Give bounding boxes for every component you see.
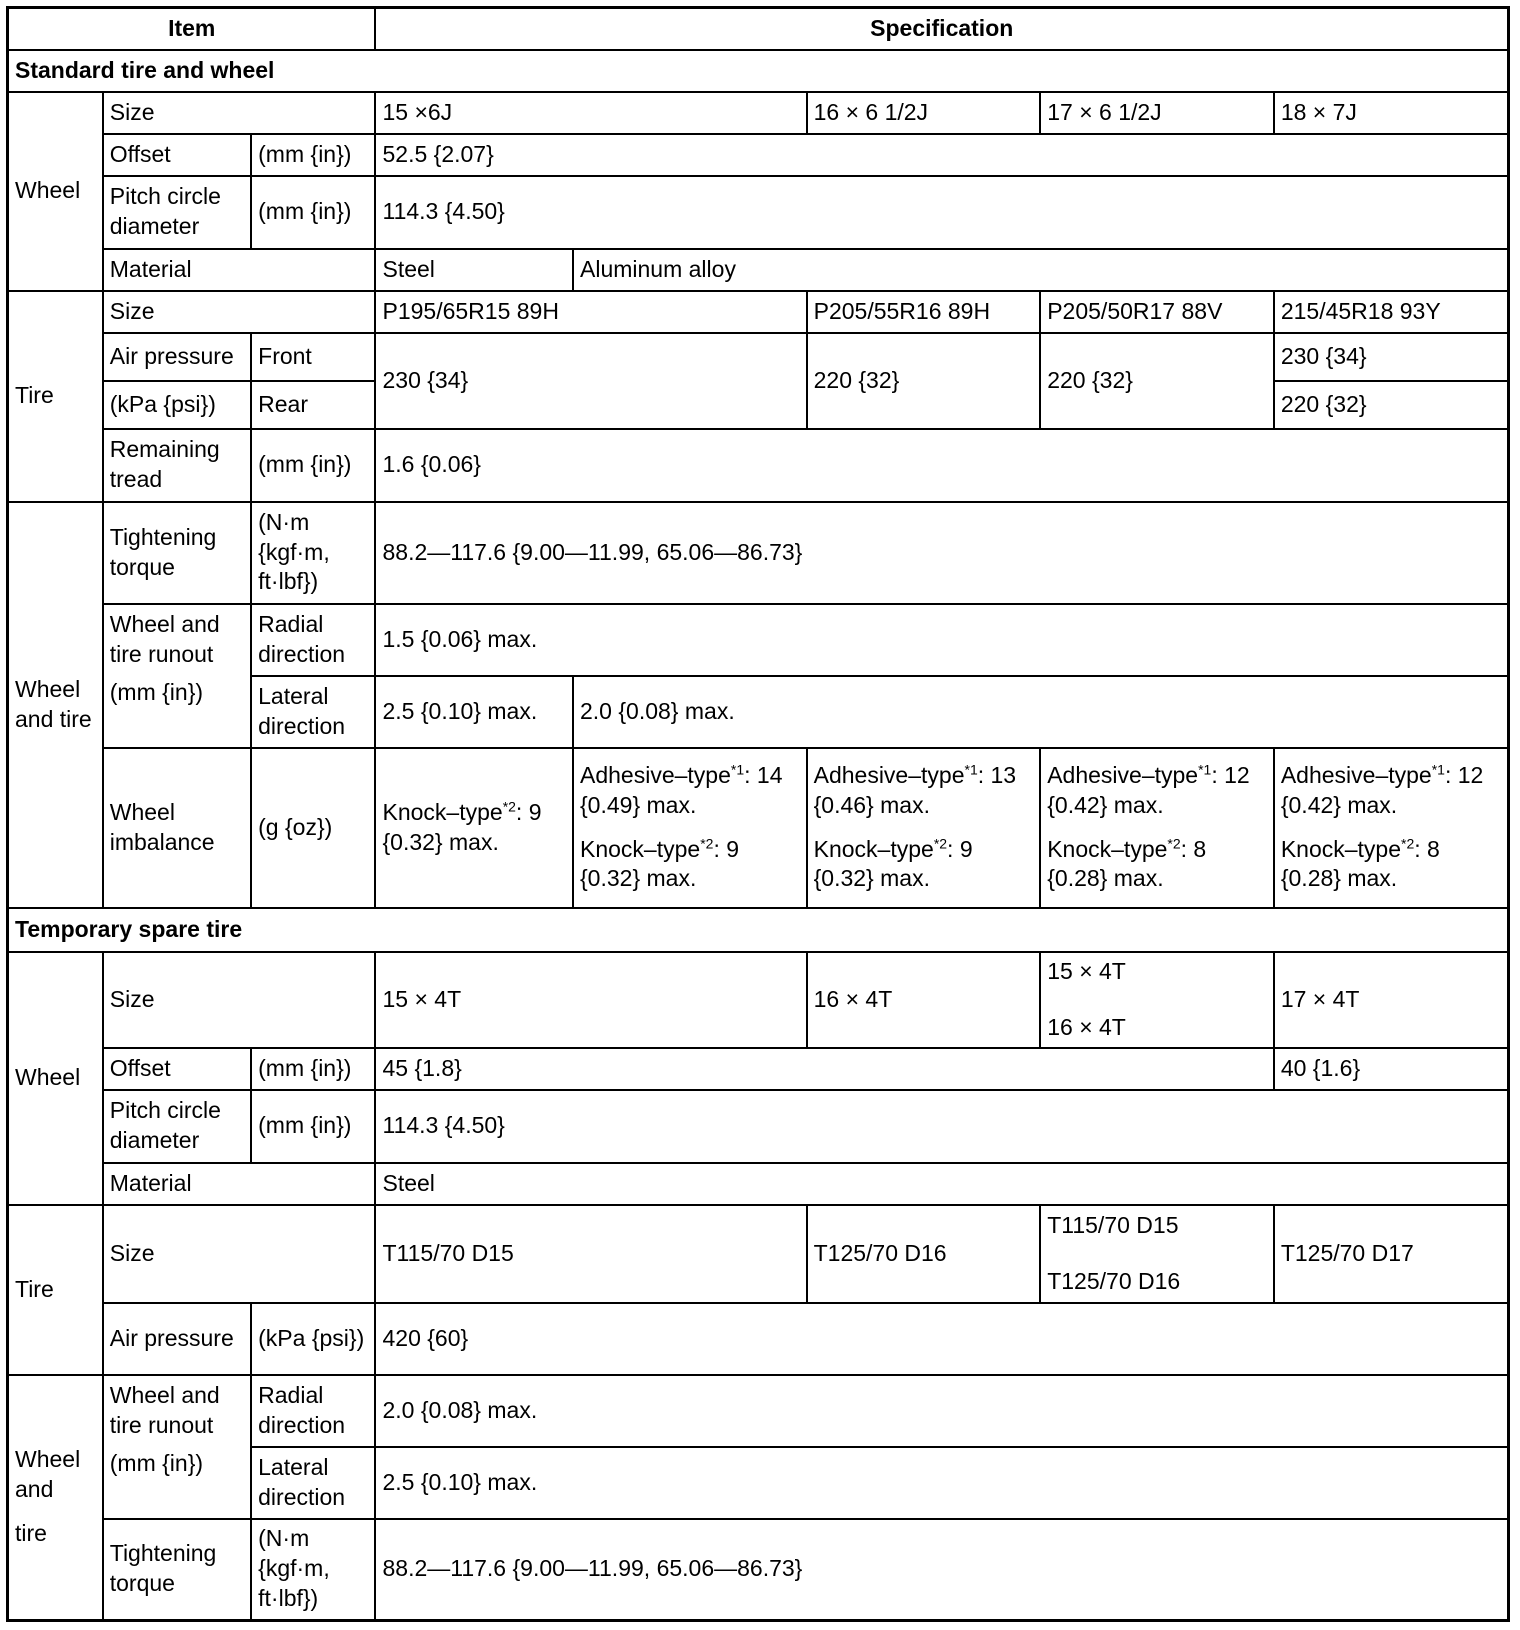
adh-value: : 12 {0.42} max.: [1047, 761, 1250, 818]
spec-table: [6, 6, 1510, 1622]
unit-label: (mm {in}): [251, 1090, 375, 1163]
spec-value-line: 15 × 4T: [1047, 957, 1126, 984]
spec-value: 2.5 {0.10} max.: [375, 676, 573, 748]
item-label: Size: [103, 1205, 376, 1303]
spec-value: Aluminum alloy: [573, 249, 1509, 291]
item-label: Wheel imbalance: [103, 748, 251, 908]
imbalance-cell: [1040, 748, 1274, 908]
knock-label: Knock–type: [1047, 835, 1168, 862]
spec-value: 16 × 6 1/2J: [807, 92, 1041, 134]
spec-value: 230 {34}: [1274, 333, 1509, 381]
table-row: [8, 1205, 1509, 1303]
header-item: Item: [8, 8, 376, 50]
spec-value: 2.0 {0.08} max.: [573, 676, 1509, 748]
group-label: Tire: [8, 291, 103, 502]
spec-value-line: T115/70 D15: [1047, 1211, 1179, 1238]
spec-value: 40 {1.6}: [1274, 1048, 1509, 1090]
table-row: [8, 92, 1509, 134]
section-title: Temporary spare tire: [8, 908, 1509, 952]
table-row: [8, 249, 1509, 291]
item-label: Material: [103, 1163, 376, 1205]
spec-value: 1.5 {0.06} max.: [375, 604, 1508, 676]
knock-label: Knock–type: [580, 835, 701, 862]
spec-value: P205/50R17 88V: [1040, 291, 1274, 333]
knock-value: : 9 {0.32} max.: [580, 835, 740, 892]
item-label: Material: [103, 249, 376, 291]
spec-value: 220 {32}: [1040, 333, 1274, 429]
knock-value: : 8 {0.28} max.: [1047, 835, 1207, 892]
imbalance-cell: [375, 748, 573, 908]
knock-note: *2: [502, 797, 516, 814]
spec-value: P195/65R15 89H: [375, 291, 806, 333]
spec-value: 17 × 6 1/2J: [1040, 92, 1274, 134]
item-label: (mm {in}): [103, 1447, 251, 1519]
unit-label: (mm {in}): [251, 429, 375, 502]
spec-value: Steel: [375, 249, 573, 291]
group-label-line: Wheel and: [15, 1446, 81, 1503]
table-row: [8, 748, 1509, 908]
unit-label: (N·m {kgf·m, ft·lbf}): [251, 502, 375, 604]
adh-label: Adhesive–type: [580, 761, 731, 788]
spec-value: 16 × 4T: [807, 952, 1041, 1048]
adh-note: *1: [964, 761, 978, 778]
group-label: Wheel and tire: [8, 502, 103, 908]
table-row: [8, 952, 1509, 1048]
group-label-line: tire: [15, 1520, 47, 1547]
adh-note: *1: [1431, 761, 1445, 778]
table-row: [8, 502, 1509, 604]
unit-label: Rear: [251, 381, 375, 429]
adh-note: *1: [1198, 761, 1212, 778]
spec-value: 230 {34}: [375, 333, 806, 429]
knock-note: *2: [933, 834, 948, 851]
table-row: [8, 333, 1509, 381]
table-row: [8, 1447, 1509, 1519]
item-label: Size: [103, 291, 376, 333]
unit-label: (mm {in}): [251, 134, 375, 176]
adh-value: : 12 {0.42} max.: [1280, 761, 1484, 818]
table-row: [8, 1163, 1509, 1205]
item-label: Pitch circle diameter: [103, 176, 251, 249]
imbalance-cell: [1274, 748, 1509, 908]
spec-value: [1040, 1205, 1274, 1303]
spec-value: 18 × 7J: [1274, 92, 1509, 134]
table-row: [8, 176, 1509, 249]
section-title: Standard tire and wheel: [8, 50, 1509, 92]
spec-value: 420 {60}: [375, 1303, 1508, 1375]
item-label: Offset: [103, 134, 251, 176]
imbalance-cell: [807, 748, 1041, 908]
item-label: Offset: [103, 1048, 251, 1090]
spec-value: 88.2—117.6 {9.00—11.99, 65.06—86.73}: [375, 1519, 1508, 1621]
table-row: [8, 604, 1509, 676]
knock-value: : 8 {0.28} max.: [1280, 835, 1440, 892]
spec-value: [1040, 952, 1274, 1048]
unit-label: (mm {in}): [251, 176, 375, 249]
spec-value: 114.3 {4.50}: [375, 1090, 1508, 1163]
spec-value: 2.0 {0.08} max.: [375, 1375, 1508, 1447]
item-label: Air pressure: [103, 1303, 251, 1375]
spec-value: 220 {32}: [807, 333, 1041, 429]
table-row: [8, 134, 1509, 176]
knock-note: *2: [700, 834, 714, 851]
group-label: [8, 1375, 103, 1621]
knock-label: Knock–type: [813, 835, 934, 862]
knock-value: : 9 {0.32} max.: [382, 798, 542, 855]
unit-label: Front: [251, 333, 375, 381]
spec-value: P205/55R16 89H: [807, 291, 1041, 333]
unit-label: Lateral direction: [251, 1447, 375, 1519]
unit-label: (mm {in}): [251, 1048, 375, 1090]
adh-note: *1: [730, 761, 745, 778]
adh-value: : 14 {0.49} max.: [580, 761, 783, 818]
section-standard: [8, 50, 1509, 92]
spec-value: T115/70 D15: [375, 1205, 806, 1303]
item-label: Wheel and tire runout: [103, 604, 251, 676]
imbalance-cell: [573, 748, 807, 908]
spec-value: 2.5 {0.10} max.: [375, 1447, 1508, 1519]
item-label: Pitch circle diameter: [103, 1090, 251, 1163]
adh-label: Adhesive–type: [1047, 761, 1199, 788]
item-label: Tightening torque: [103, 1519, 251, 1621]
adh-label: Adhesive–type: [1280, 761, 1432, 788]
spec-value: 88.2—117.6 {9.00—11.99, 65.06—86.73}: [375, 502, 1508, 604]
table-row: [8, 1090, 1509, 1163]
group-label: Tire: [8, 1205, 103, 1375]
knock-label: Knock–type: [1280, 835, 1402, 862]
table-row: [8, 429, 1509, 502]
item-label: Tightening torque: [103, 502, 251, 604]
adh-value: : 13 {0.46} max.: [813, 761, 1017, 818]
spec-value: 45 {1.8}: [375, 1048, 1273, 1090]
spec-value: 15 ×6J: [375, 92, 806, 134]
item-label: Size: [103, 952, 376, 1048]
spec-value: 52.5 {2.07}: [375, 134, 1508, 176]
header-row: [8, 8, 1509, 50]
header-specification: Specification: [375, 8, 1508, 50]
spec-value: T125/70 D16: [807, 1205, 1041, 1303]
section-spare: [8, 908, 1509, 952]
spec-value: 15 × 4T: [375, 952, 806, 1048]
unit-label: Radial direction: [251, 1375, 375, 1447]
adh-label: Adhesive–type: [813, 761, 965, 788]
table-row: [8, 676, 1509, 748]
spec-value-line: T125/70 D16: [1047, 1267, 1181, 1294]
spec-value: 215/45R18 93Y: [1274, 291, 1509, 333]
table-row: [8, 1303, 1509, 1375]
table-row: [8, 1519, 1509, 1621]
spec-value: 220 {32}: [1274, 381, 1509, 429]
table-row: [8, 291, 1509, 333]
item-label: Remaining tread: [103, 429, 251, 502]
table-row: [8, 1048, 1509, 1090]
knock-note: *2: [1167, 834, 1181, 851]
spec-value: T125/70 D17: [1274, 1205, 1509, 1303]
knock-note: *2: [1401, 834, 1415, 851]
item-label: (kPa {psi}): [103, 381, 251, 429]
item-label: Size: [103, 92, 376, 134]
table-row: [8, 1375, 1509, 1447]
item-label: Air pressure: [103, 333, 251, 381]
item-label: (mm {in}): [103, 676, 251, 748]
spec-value: 114.3 {4.50}: [375, 176, 1508, 249]
spec-value: Steel: [375, 1163, 1508, 1205]
unit-label: (g {oz}): [251, 748, 375, 908]
unit-label: (kPa {psi}): [251, 1303, 375, 1375]
spec-value-line: 16 × 4T: [1047, 1013, 1126, 1040]
unit-label: (N·m {kgf·m, ft·lbf}): [251, 1519, 375, 1621]
group-label: Wheel: [8, 952, 103, 1205]
spec-value: 17 × 4T: [1274, 952, 1509, 1048]
unit-label: Radial direction: [251, 604, 375, 676]
unit-label: Lateral direction: [251, 676, 375, 748]
knock-value: : 9 {0.32} max.: [813, 835, 973, 892]
group-label: Wheel: [8, 92, 103, 291]
spec-value: 1.6 {0.06}: [375, 429, 1508, 502]
item-label: Wheel and tire runout: [103, 1375, 251, 1447]
knock-label: Knock–type: [382, 798, 503, 825]
